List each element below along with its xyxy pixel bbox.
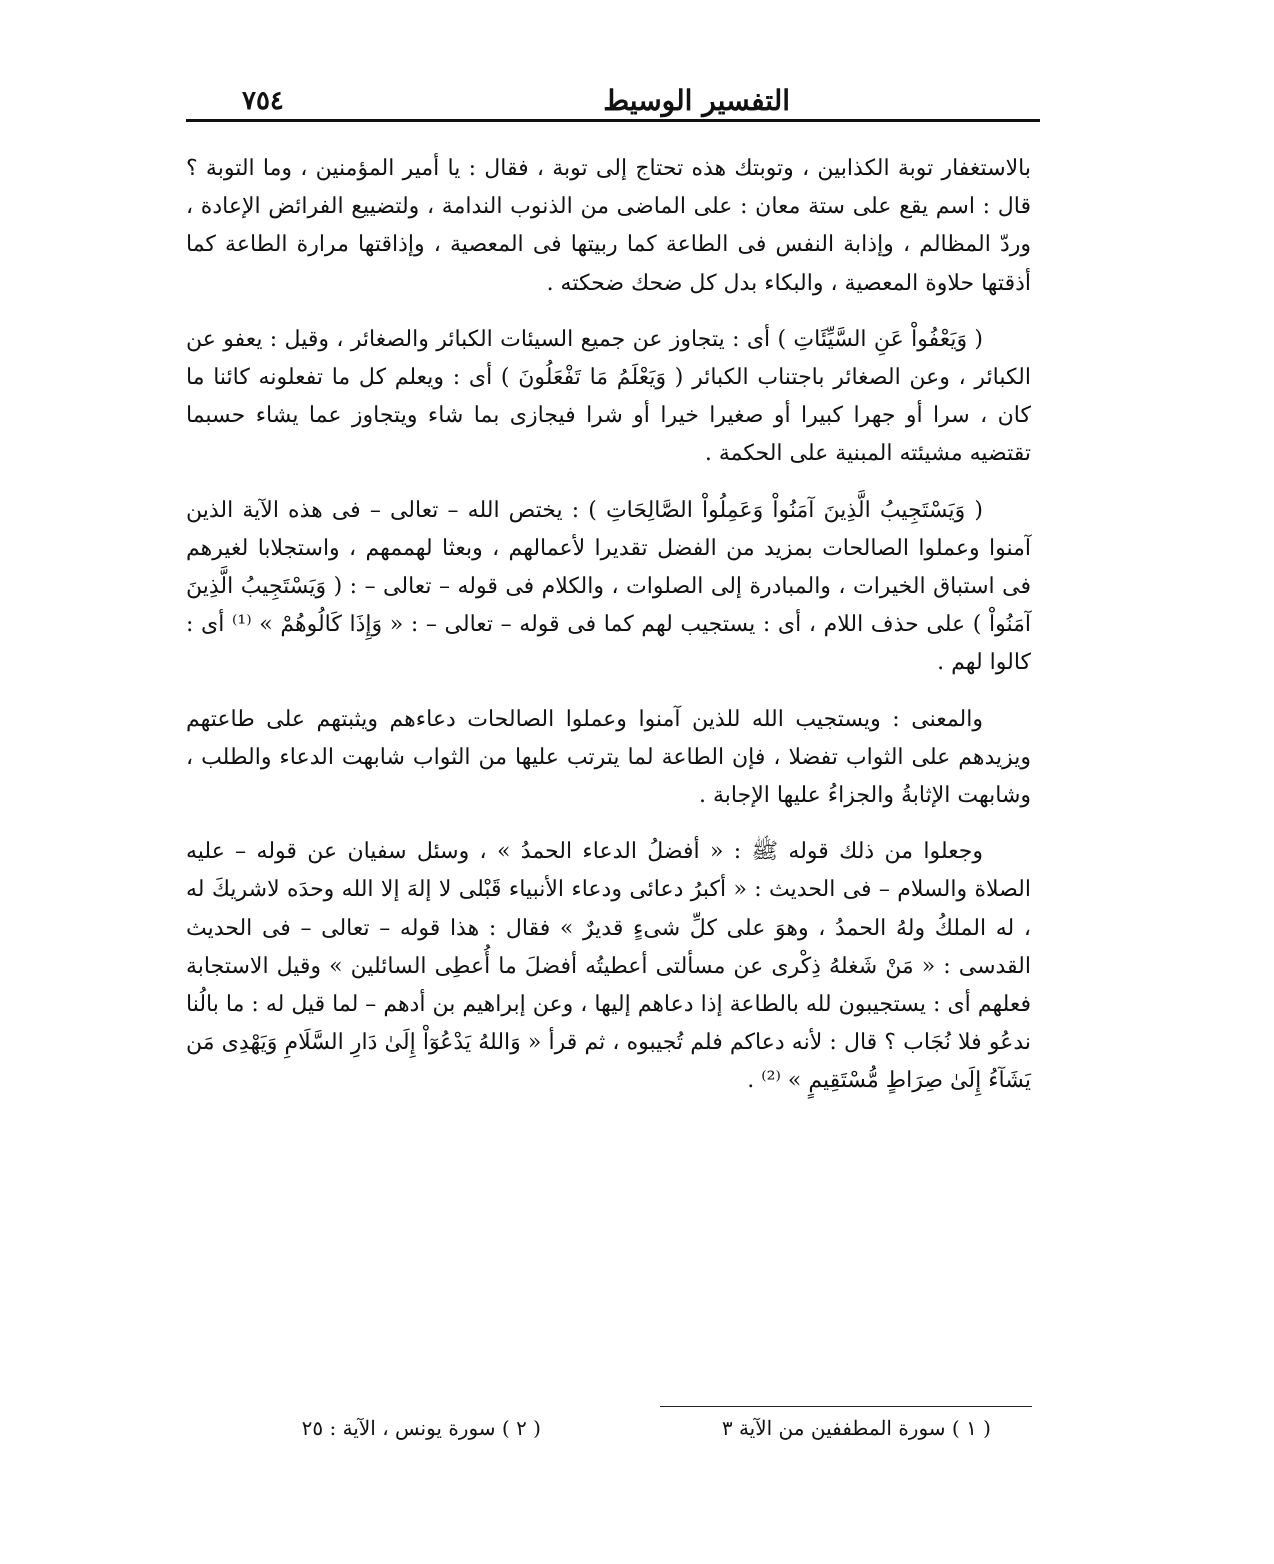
header-rule xyxy=(186,119,1040,122)
footnote-rule xyxy=(660,1406,1032,1407)
page-header xyxy=(186,76,1040,122)
footnotes xyxy=(186,1412,1031,1452)
footnote-2: ( ٢ ) سورة يونس ، الآية : ٢٥ xyxy=(301,1416,541,1440)
paragraph: ( وَيَعْفُواْ عَنِ السَّيِّئَاتِ ) أى : يتجاوز عن جميع السيئات الكبائر والصغائر ، وقيل : يعفو عن الكبائر ، وعن الصغائر باجتناب الكبائر ( وَيَعْلَمُ مَا تَفْعَلُونَ ) أى : ويعلم كل ما تفعلونه كائنا ما كان ، سرا أو جهرا كبيرا أو صغيرا خيرا أو شرا فيجازى بما شاء ويتجاوز عما يشاء حسبما تقتضيه مشيئته المبنية على الحكمة . xyxy=(186,326,1031,467)
paragraph: وجعلوا من ذلك قوله ﷺ : « أفضلُ الدعاء الحمدُ » ، وسئل سفيان عن قوله – عليه الصلاة والسلام – فى الحديث : « أكبرُ دعائى ودعاء الأنبياء قَبْلى لا إلهَ إلا الله وحدَه لاشريكَ له ، له الملكُ ولهُ الحمدُ ، وهوَ على كلِّ شىءٍ قديرٌ » فقال : هذا قوله – تعالى – فى الحديث القدسى : « مَنْ شَغلهُ ذِكْرى عن مسألتى أعطيتُه أفضلَ ما أُعطِى السائلين » وقيل الاستجابة فعلهم أى : يستجيبون لله بالطاعة إذا دعاهم إليها ، وعن إبراهيم بن أدهم – لما قيل له : ما بالُنا ندعُو فلا نُجَاب ؟ قال : لأنه دعاكم فلم تُجيبوه ، ثم قرأ « وَاللهُ يَدْعُوٓاْ إِلَىٰ دَارِ السَّلَامِ وَيَهْدِى مَن يَشَآءُ إِلَىٰ صِرَاطٍ مُّسْتَقِيمٍ » ⁽²⁾ . xyxy=(186,839,1031,1094)
running-title: التفسير الوسيط xyxy=(603,84,790,117)
paragraph: والمعنى : ويستجيب الله للذين آمنوا وعملوا الصالحات دعاءهم ويثبتهم على طاعتهم ويزيدهم على الثواب تفضلا ، فإن الطاعة لما يترتب عليها من الثواب شابهت الدعاء والطلب ، وشابهت الإثابةُ والجزاءُ عليها الإجابة . xyxy=(186,706,1031,809)
paragraph: ( وَيَسْتَجِيبُ الَّذِينَ آمَنُواْ وَعَمِلُواْ الصَّالِحَاتِ ) : يختص الله – تعالى – فى هذه الآية الذين آمنوا وعملوا الصالحات بمزيد من الفضل تقديرا لأعمالهم ، وبعثا لهممهم ، واستجلابا لغيرهم فى استباق الخيرات ، والمبادرة إلى الصلوات ، والكلام فى قوله – تعالى – : ( وَيَسْتَجِيبُ الَّذِينَ آمَنُواْ ) على حذف اللام ، أى : يستجيب لهم كما فى قوله – تعالى – : « وَإِذَا كَالُوهُمْ » ⁽¹⁾ أى : كالوا لهم . xyxy=(186,497,1031,676)
paragraph: بالاستغفار توبة الكذابين ، وتوبتك هذه تحتاج إلى توبة ، فقال : يا أمير المؤمنين ، وما التوبة ؟ قال : اسم يقع على ستة معان : على الماضى من الذنوب الندامة ، ولتضييع الفرائض الإعادة ، وردّ المظالم ، وإذابة النفس فى الطاعة كما ربيتها فى المعصية ، وإذاقتها مرارة الطاعة كما أذقتها حلاوة المعصية ، والبكاء بدل كل ضحك ضحكته . xyxy=(186,156,1031,296)
body-text xyxy=(186,150,1031,1119)
page-number: ٧٥٤ xyxy=(242,86,284,116)
footnote-1: ( ١ ) سورة المطففين من الآية ٣ xyxy=(721,1416,991,1440)
